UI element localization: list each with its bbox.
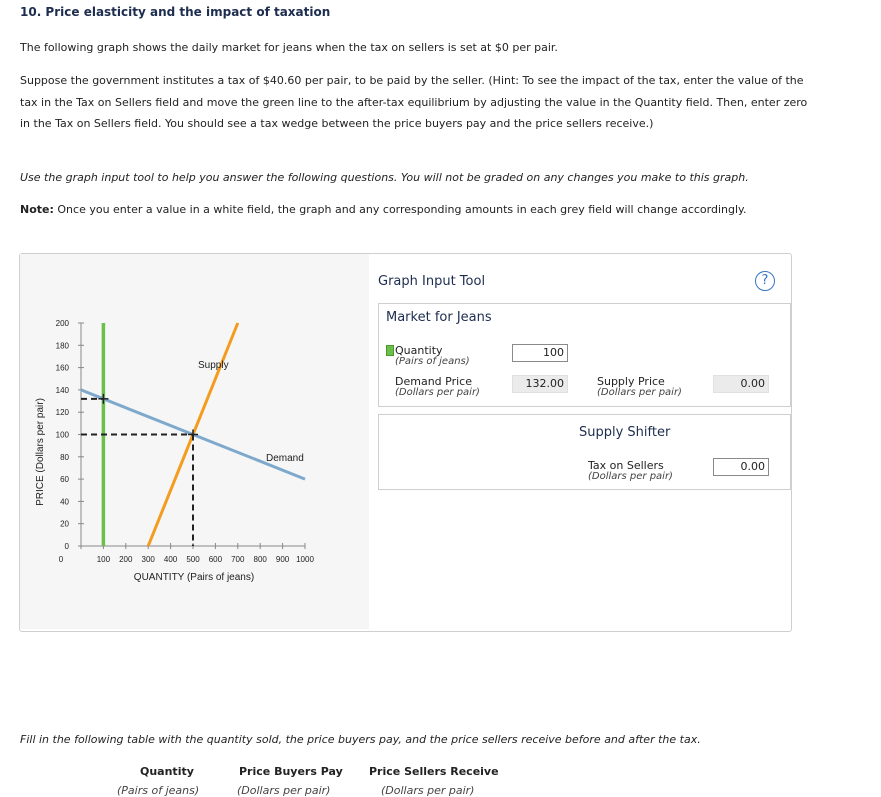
x-tick-label: 300 <box>141 555 155 564</box>
header-quantity: Quantity <box>140 765 194 778</box>
y-tick-label: 180 <box>55 341 69 351</box>
y-tick-label: 40 <box>60 497 69 507</box>
note-body: Once you enter a value in a white field, the graph and any corresponding amounts in each grey field will change accordingly. <box>53 203 747 216</box>
x-tick-label: 100 <box>96 555 111 564</box>
x-tick-label: 200 <box>119 555 133 564</box>
tax-on-sellers-units: (Dollars per pair) <box>588 471 673 482</box>
y-tick-label: 20 <box>60 519 69 529</box>
quantity-swatch-icon <box>386 345 394 356</box>
x-tick-label: 600 <box>208 555 223 564</box>
question-title: 10. Price elasticity and the impact of taxation <box>20 5 331 19</box>
demand-price-field: 132.00 <box>512 375 568 393</box>
graph-input-tool-title: Graph Input Tool <box>378 274 486 289</box>
supply-price-units: (Dollars per pair) <box>597 387 682 398</box>
demand-price-label: Demand Price <box>395 375 472 388</box>
hint-line-2: tax in the Tax on Sellers field and move the green line to the after-tax equilibrium by adjusting the value in the Quantity field. Then, enter zero <box>20 95 808 109</box>
hint-line-1: Suppose the government institutes a tax of $40.60 per pair, to be paid by the seller. (Hint: To see the impact of the tax, enter the value of the <box>20 74 804 87</box>
quantity-input[interactable]: 100 <box>512 344 568 362</box>
fill-instruction: Fill in the following table with the quantity sold, the price buyers pay, and the price sellers receive before and after the tax. <box>20 733 701 746</box>
x-tick-label: 0 <box>58 555 64 564</box>
y-tick-labels <box>56 319 70 551</box>
tax-on-sellers-label: Tax on Sellers <box>588 459 664 472</box>
intro-paragraph: The following graph shows the daily market for jeans when the tax on sellers is set at $0 per pair. <box>20 41 558 54</box>
supply-shifter-title: Supply Shifter <box>579 425 671 440</box>
note-label: Note: <box>20 203 54 216</box>
graph-curves <box>81 323 305 546</box>
header-price-buyers-pay: Price Buyers Pay <box>239 765 343 778</box>
help-icon[interactable]: ? <box>755 271 775 291</box>
supply-price-label: Supply Price <box>597 375 665 388</box>
y-tick-label: 120 <box>55 408 69 418</box>
y-tick-label: 160 <box>55 363 69 373</box>
x-tick-label: 800 <box>253 555 267 564</box>
y-tick-label: 60 <box>60 475 69 485</box>
quantity-units: (Pairs of jeans) <box>395 356 470 367</box>
market-graph[interactable] <box>20 254 369 629</box>
x-tick-label: 900 <box>275 555 290 564</box>
x-tick-label: 500 <box>186 555 200 564</box>
x-tick-label: 1000 <box>296 555 314 564</box>
y-tick-label: 100 <box>55 430 69 440</box>
header-price-sellers-receive-units: (Dollars per pair) <box>381 784 475 797</box>
header-price-sellers-receive: Price Sellers Receive <box>369 765 499 778</box>
hint-paragraph <box>20 70 860 135</box>
x-tick-labels <box>59 555 315 564</box>
instruction-text: Use the graph input tool to help you answer the following questions. You will not be graded on any changes you make to this graph. <box>20 171 749 184</box>
header-quantity-units: (Pairs of jeans) <box>117 784 200 797</box>
tax-on-sellers-input[interactable]: 0.00 <box>713 458 769 476</box>
supply-curve-label: Supply <box>198 360 229 371</box>
market-title: Market for Jeans <box>386 310 492 325</box>
x-axis-label: QUANTITY (Pairs of jeans) <box>133 572 255 583</box>
x-tick-label: 400 <box>163 555 178 564</box>
header-price-buyers-pay-units: (Dollars per pair) <box>237 784 331 797</box>
y-tick-label: 200 <box>55 319 69 328</box>
hint-line-3: in the Tax on Sellers field. You should see a tax wedge between the price buyers pay and the price sellers receive.) <box>20 117 654 130</box>
y-tick-label: 80 <box>60 452 69 462</box>
demand-curve-label: Demand <box>266 453 304 464</box>
note-text <box>20 199 860 221</box>
demand-price-units: (Dollars per pair) <box>395 387 480 398</box>
y-tick-label: 0 <box>64 542 69 551</box>
y-tick-label: 140 <box>55 385 69 395</box>
quantity-label: Quantity <box>395 344 443 357</box>
y-axis-label: PRICE (Dollars per pair) <box>35 398 46 506</box>
x-tick-label: 700 <box>231 555 245 564</box>
supply-price-field: 0.00 <box>713 375 769 393</box>
